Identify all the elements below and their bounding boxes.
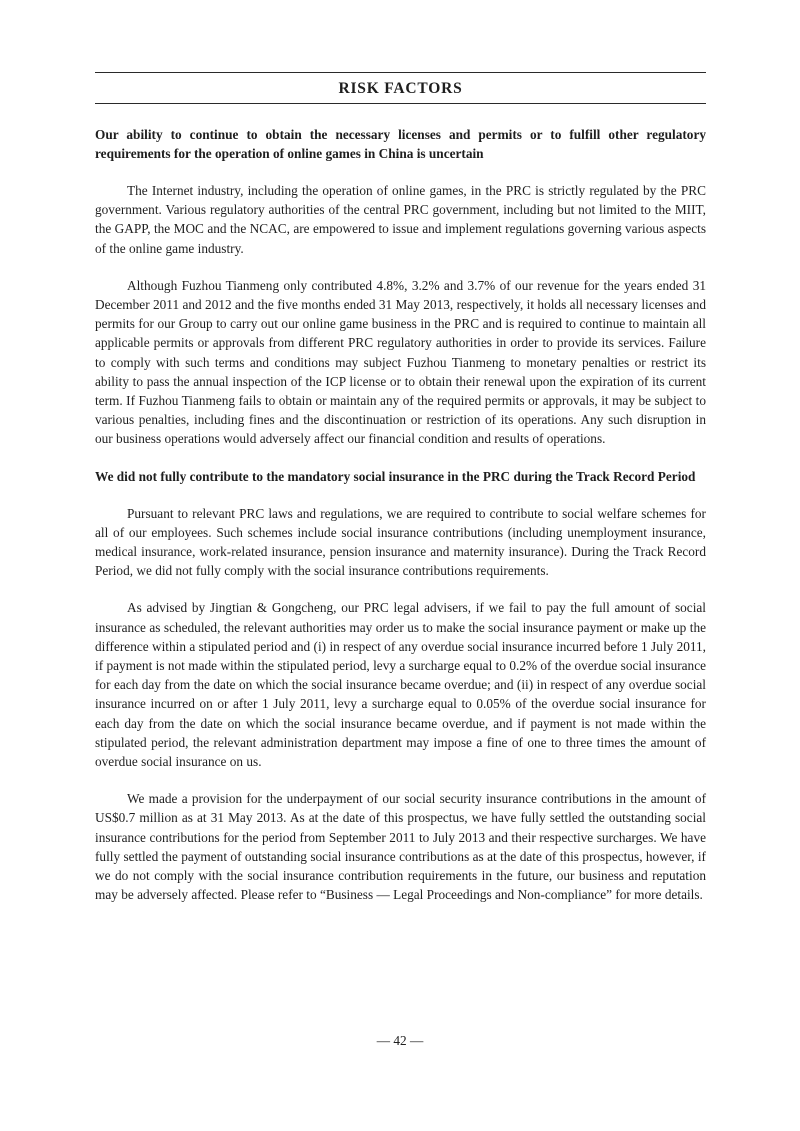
header-top-rule [95,72,706,73]
document-body [95,125,706,905]
page-number: — 42 — [376,1033,424,1048]
section-heading-licenses: Our ability to continue to obtain the necessary licenses and permits or to fulfill other regulatory requirements for the operation of online games in China is uncertain [95,127,706,161]
paragraph-internet-regulation: The Internet industry, including the operation of online games, in the PRC is strictly regulated by the PRC government. Various regulatory authorities of the central PRC government, including but not limited to the MIIT, the GAPP, the MOC and the NCAC, are empowered to issue and implement regulations governing various aspects of the online game industry. [95,183,706,256]
paragraph-legal-advisers: As advised by Jingtian & Gongcheng, our PRC legal advisers, if we fail to pay the full amount of social insurance as scheduled, the relevant authorities may order us to make the social insurance payment or make up the difference within a stipulated period and (i) in respect of any overdue social insurance incurred before 1 July 2011, if payment is not made within the stipulated period, levy a surcharge equal to 0.2% of the overdue social insurance for each day from the date on which the social insurance became overdue; and (ii) in respect of any overdue social insurance incurred on or after 1 July 2011, levy a surcharge equal to 0.05% of the overdue social insurance for each day from the date on which the social insurance became overdue, and if payment is not made within the stipulated period, the relevant administration department may impose a fine of one to three times the amount of overdue social insurance on us. [95,600,706,770]
page-header-title: RISK FACTORS [338,80,463,97]
header-bottom-rule [95,103,706,104]
paragraph-provision-underpayment: We made a provision for the underpayment of our social security insurance contributions in the amount of US$0.7 million as at 31 May 2013. As at the date of this prospectus, we have fully settled the outstanding social insurance contributions for the period from September 2011 to July 2013 and their respective surcharges. We have fully settled the payment of outstanding social insurance contributions as at the date of this prospectus, however, if we do not comply with the social insurance contribution requirements in the future, our business and reputation may be adversely affected. Please refer to “Business — Legal Proceedings and Non-compliance” for more details. [95,791,706,903]
paragraph-fuzhou-tianmeng: Although Fuzhou Tianmeng only contributed 4.8%, 3.2% and 3.7% of our revenue for the years ended 31 December 2011 and 2012 and the five months ended 31 May 2013, respectively, it holds all necessary licenses and permits for our Group to carry out our online game business in the PRC and is required to continue to maintain all applicable permits or approvals from different PRC regulatory authorities in order to provide its services. Failure to comply with such terms and conditions may subject Fuzhou Tianmeng to monetary penalties or restrict its ability to pass the annual inspection of the ICP license or to obtain their renewal upon the expiration of its current term. If Fuzhou Tianmeng fails to obtain or maintain any of the required permits or approvals, it may be subject to various penalties, including fines and the discontinuation or restriction of its operations. Any such disruption in our business operations would adversely affect our financial condition and results of operations. [95,277,706,447]
paragraph-social-welfare-schemes: Pursuant to relevant PRC laws and regulations, we are required to contribute to social welfare schemes for all of our employees. Such schemes include social insurance contributions (including unemployment insurance, medical insurance, work-related insurance, pension insurance and maternity insurance). During the Track Record Period, we did not fully comply with the social insurance contributions requirements. [95,505,706,579]
section-heading-social-insurance: We did not fully contribute to the mandatory social insurance in the PRC during the Track Record Period [95,468,696,484]
